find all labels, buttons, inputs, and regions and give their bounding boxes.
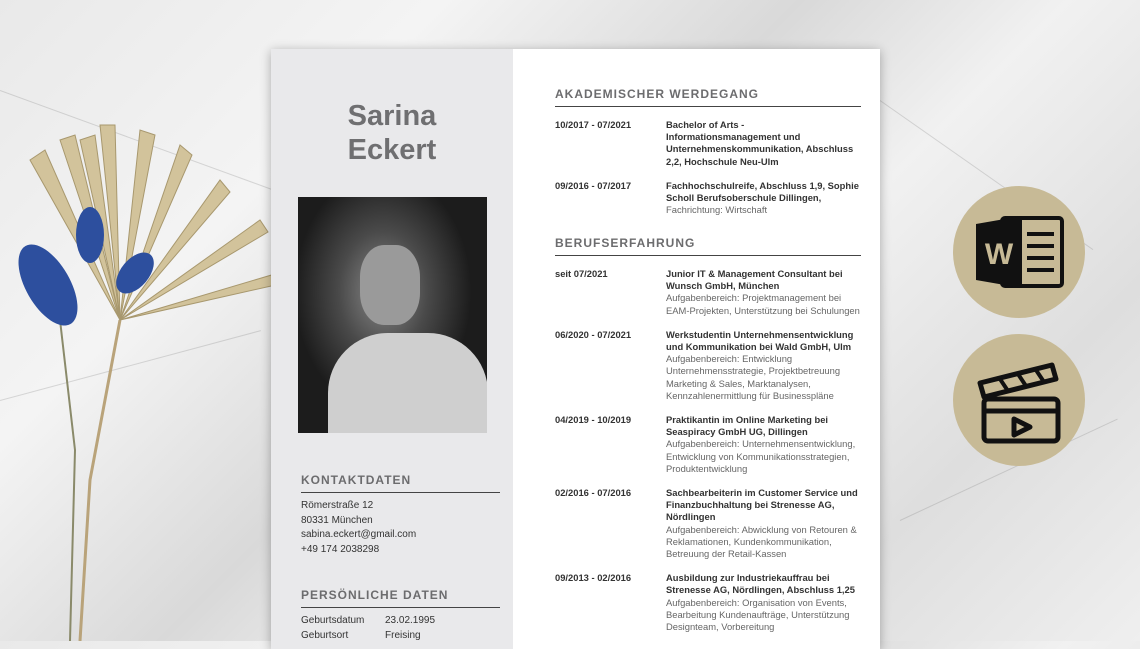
contact-email: sabina.eckert@gmail.com xyxy=(301,529,417,540)
cv-entry xyxy=(555,119,861,168)
cv-sidebar xyxy=(271,49,513,649)
personal-section xyxy=(301,588,500,643)
cv-entry xyxy=(555,180,861,217)
cv-entry xyxy=(555,414,861,475)
entry-description: Aufgabenbereich: Abwicklung von Retouren & Reklamationen, Kundenkommunikation, Betreuung der Retail-Kassen xyxy=(666,523,857,560)
entry-description: Aufgabenbereich: Entwicklung Unternehmensstrategie, Projektbetreuung Marketing & Sales, Marktanalysen, Kennzahlenermittlung für Businesspläne xyxy=(666,353,841,401)
word-document-icon xyxy=(972,212,1067,292)
clapperboard-video-icon xyxy=(972,353,1067,448)
dried-flowers-decoration xyxy=(0,120,310,641)
education-heading: AKADEMISCHER WERDEGANG xyxy=(555,87,861,107)
entry-date: 10/2017 - 07/2021 xyxy=(555,119,632,130)
entry-title: Praktikantin im Online Marketing bei Seaspiracy GmbH UG, Dillingen xyxy=(666,414,829,438)
first-name: Sarina xyxy=(347,100,437,132)
cv-entry xyxy=(555,487,861,560)
personal-heading: PERSÖNLICHE DATEN xyxy=(301,588,500,608)
contact-section xyxy=(301,473,500,557)
profile-photo xyxy=(298,197,487,433)
contact-phone: +49 174 2038298 xyxy=(301,543,380,555)
video-badge xyxy=(953,334,1085,466)
entry-title: Sachbearbeiterin im Customer Service und Finanzbuchhaltung bei Strenesse AG, Nördlingen xyxy=(666,487,858,523)
entry-date: 06/2020 - 07/2021 xyxy=(555,328,632,340)
education-section xyxy=(555,87,861,216)
entry-date: 09/2016 - 07/2017 xyxy=(555,179,632,191)
cv-name xyxy=(271,99,513,167)
entry-description: Fachrichtung: Wirtschaft xyxy=(666,204,768,216)
entry-title: Bachelor of Arts - Informationsmanagement und Unternehmenskommunikation, Abschluss 2,2, Hochschule Neu-Ulm xyxy=(666,119,854,167)
entry-description: Aufgabenbereich: Projektmanagement bei EAM-Projekten, Unterstützung bei Schulungen xyxy=(666,292,860,316)
value: 23.02.1995 xyxy=(385,615,436,626)
entry-date: 02/2016 - 07/2016 xyxy=(555,487,632,499)
entry-title: Junior IT & Management Consultant bei Wunsch GmbH, München xyxy=(666,268,843,292)
contact-city: 80331 München xyxy=(301,514,373,526)
contact-heading: KONTAKTDATEN xyxy=(301,473,500,493)
label: Geburtsdatum xyxy=(301,615,365,626)
entry-date: 04/2019 - 10/2019 xyxy=(555,414,632,426)
entry-description: Aufgabenbereich: Unternehmensentwicklung, Entwicklung von Kommunikationsstrategien, Produktentwicklung xyxy=(666,438,856,474)
contact-address: Römerstraße 12 xyxy=(301,500,374,511)
word-format-badge xyxy=(953,186,1085,318)
personal-row xyxy=(301,613,500,628)
cv-entry xyxy=(555,329,861,402)
experience-heading: BERUFSERFAHRUNG xyxy=(555,236,861,256)
entry-title: Ausbildung zur Industriekauffrau bei Strenesse AG, Nördlingen, Abschluss 1,25 xyxy=(666,572,855,596)
cv-entry xyxy=(555,572,861,633)
entry-title: Fachhochschulreife, Abschluss 1,9, Sophie Scholl Berufsoberschule Dillingen, xyxy=(666,179,859,204)
last-name: Eckert xyxy=(347,134,437,166)
label: Geburtsort xyxy=(301,630,349,641)
cv-entry xyxy=(555,268,861,317)
word-letter: W xyxy=(984,238,1013,271)
entry-date: 09/2013 - 02/2016 xyxy=(555,572,632,584)
entry-title: Werkstudentin Unternehmensentwicklung und Kommunikation bei Wald GmbH, Ulm xyxy=(666,328,854,353)
cv-document xyxy=(271,49,880,649)
entry-description: Aufgabenbereich: Organisation von Events, Bearbeitung Kundenaufträge, Unterstützung Designteam, Vorbereitung xyxy=(666,596,850,633)
entry-date: seit 07/2021 xyxy=(555,268,608,279)
experience-section xyxy=(555,236,861,633)
value: Freising xyxy=(385,630,421,641)
